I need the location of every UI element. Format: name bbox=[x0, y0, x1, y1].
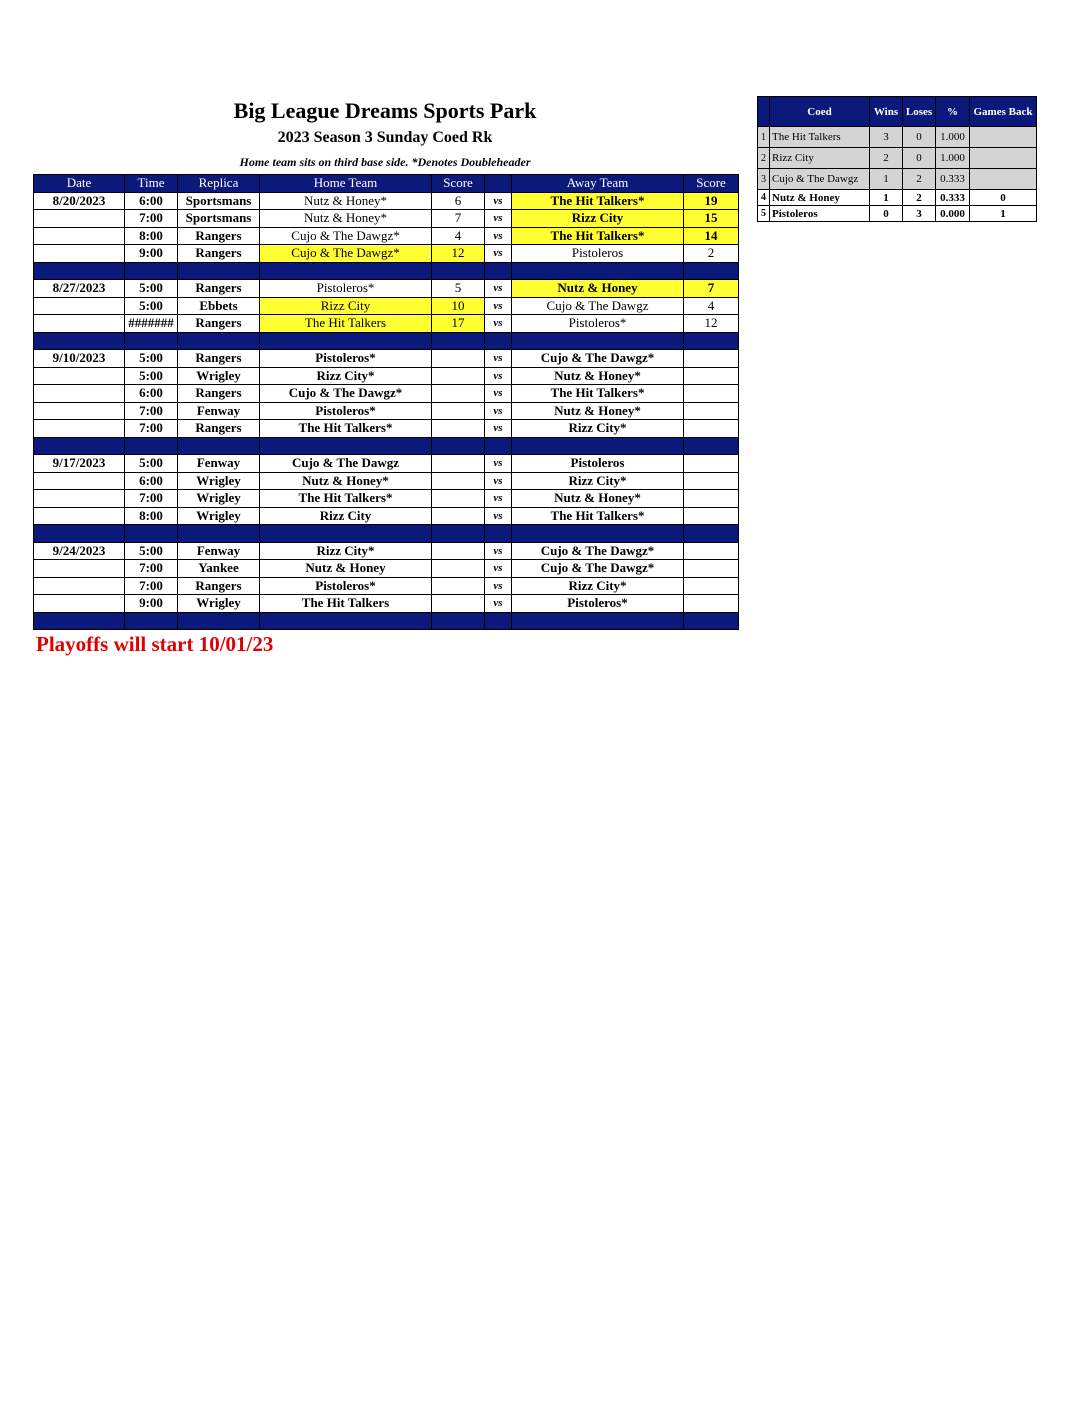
vs-label: vs bbox=[485, 227, 512, 245]
game-date bbox=[34, 402, 125, 420]
away-team: The Hit Talkers* bbox=[512, 507, 684, 525]
home-team: Nutz & Honey* bbox=[260, 192, 432, 210]
standings-team: Rizz City bbox=[770, 148, 870, 169]
away-score bbox=[684, 455, 739, 473]
game-row bbox=[34, 455, 739, 473]
separator-cell bbox=[684, 525, 739, 543]
home-score: 6 bbox=[432, 192, 485, 210]
home-score: 12 bbox=[432, 245, 485, 263]
game-row bbox=[34, 210, 739, 228]
away-score bbox=[684, 560, 739, 578]
vs-label: vs bbox=[485, 595, 512, 613]
standings-pct: 0.000 bbox=[936, 206, 970, 222]
home-team: Cujo & The Dawgz bbox=[260, 455, 432, 473]
home-score bbox=[432, 577, 485, 595]
separator-cell bbox=[178, 332, 260, 350]
standings-rank: 2 bbox=[758, 148, 770, 169]
separator-cell bbox=[260, 525, 432, 543]
game-date bbox=[34, 560, 125, 578]
game-time: 5:00 bbox=[125, 297, 178, 315]
away-score bbox=[684, 472, 739, 490]
vs-label: vs bbox=[485, 245, 512, 263]
home-team: The Hit Talkers bbox=[260, 315, 432, 333]
separator-cell bbox=[485, 332, 512, 350]
away-team: The Hit Talkers* bbox=[512, 192, 684, 210]
game-field: Fenway bbox=[178, 402, 260, 420]
game-date bbox=[34, 420, 125, 438]
game-row bbox=[34, 472, 739, 490]
home-team: Rizz City* bbox=[260, 542, 432, 560]
vs-label: vs bbox=[485, 420, 512, 438]
game-field: Rangers bbox=[178, 420, 260, 438]
game-field: Rangers bbox=[178, 280, 260, 298]
schedule-body bbox=[34, 192, 739, 630]
standings-team: The Hit Talkers bbox=[770, 127, 870, 148]
standings-row bbox=[758, 127, 1037, 148]
away-score bbox=[684, 367, 739, 385]
separator-cell bbox=[178, 262, 260, 280]
standings-wins: 3 bbox=[870, 127, 903, 148]
standings-loses: 2 bbox=[903, 169, 936, 190]
game-field: Yankee bbox=[178, 560, 260, 578]
vs-label: vs bbox=[485, 402, 512, 420]
standings-pct-header: % bbox=[936, 97, 970, 127]
home-team: Pistoleros* bbox=[260, 402, 432, 420]
away-team: Rizz City* bbox=[512, 577, 684, 595]
game-time: 9:00 bbox=[125, 245, 178, 263]
standings-rank: 4 bbox=[758, 190, 770, 206]
game-field: Wrigley bbox=[178, 367, 260, 385]
standings-games-back: 1 bbox=[970, 206, 1037, 222]
away-team: Nutz & Honey bbox=[512, 280, 684, 298]
vs-label: vs bbox=[485, 297, 512, 315]
away-score bbox=[684, 577, 739, 595]
separator-cell bbox=[512, 525, 684, 543]
home-score: 7 bbox=[432, 210, 485, 228]
away-team: Rizz City bbox=[512, 210, 684, 228]
away-team: Cujo & The Dawgz* bbox=[512, 542, 684, 560]
separator-cell bbox=[125, 262, 178, 280]
week-separator bbox=[34, 437, 739, 455]
game-date: 9/24/2023 bbox=[34, 542, 125, 560]
separator-cell bbox=[485, 525, 512, 543]
game-field: Fenway bbox=[178, 542, 260, 560]
vs-label: vs bbox=[485, 472, 512, 490]
standings-pct: 0.333 bbox=[936, 190, 970, 206]
vs-label: vs bbox=[485, 315, 512, 333]
vs-label: vs bbox=[485, 542, 512, 560]
away-score bbox=[684, 542, 739, 560]
away-score bbox=[684, 420, 739, 438]
game-date: 8/20/2023 bbox=[34, 192, 125, 210]
away-team: Nutz & Honey* bbox=[512, 402, 684, 420]
away-team: Cujo & The Dawgz* bbox=[512, 350, 684, 368]
game-row bbox=[34, 560, 739, 578]
separator-cell bbox=[178, 612, 260, 630]
vs-label: vs bbox=[485, 455, 512, 473]
away-team: Pistoleros* bbox=[512, 595, 684, 613]
away-team: Nutz & Honey* bbox=[512, 367, 684, 385]
home-team: The Hit Talkers bbox=[260, 595, 432, 613]
schedule-note: Home team sits on third base side. *Denotes Doubleheader bbox=[239, 155, 531, 169]
home-score bbox=[432, 472, 485, 490]
standings-pct: 0.333 bbox=[936, 169, 970, 190]
home-team: Rizz City* bbox=[260, 367, 432, 385]
home-score bbox=[432, 385, 485, 403]
home-score: 4 bbox=[432, 227, 485, 245]
game-time: 5:00 bbox=[125, 367, 178, 385]
game-time: 5:00 bbox=[125, 350, 178, 368]
week-separator bbox=[34, 262, 739, 280]
game-date bbox=[34, 472, 125, 490]
game-date bbox=[34, 210, 125, 228]
game-date bbox=[34, 507, 125, 525]
game-date: 9/10/2023 bbox=[34, 350, 125, 368]
separator-cell bbox=[260, 332, 432, 350]
away-score: 12 bbox=[684, 315, 739, 333]
vs-label: vs bbox=[485, 490, 512, 508]
standings-games-back bbox=[970, 127, 1037, 148]
separator-cell bbox=[432, 437, 485, 455]
game-time: 8:00 bbox=[125, 227, 178, 245]
game-field: Fenway bbox=[178, 455, 260, 473]
separator-cell bbox=[260, 612, 432, 630]
game-field: Rangers bbox=[178, 577, 260, 595]
game-time: 5:00 bbox=[125, 455, 178, 473]
game-time: 7:00 bbox=[125, 402, 178, 420]
standings-row bbox=[758, 148, 1037, 169]
week-separator bbox=[34, 612, 739, 630]
standings-team-header: Coed bbox=[770, 97, 870, 127]
game-row bbox=[34, 385, 739, 403]
separator-cell bbox=[684, 437, 739, 455]
vs-label: vs bbox=[485, 385, 512, 403]
game-time: 7:00 bbox=[125, 420, 178, 438]
standings-header-row bbox=[758, 97, 1037, 127]
home-score: 17 bbox=[432, 315, 485, 333]
standings-wins-header: Wins bbox=[870, 97, 903, 127]
home-score bbox=[432, 420, 485, 438]
game-time: 5:00 bbox=[125, 542, 178, 560]
game-row bbox=[34, 507, 739, 525]
col-home-team-header: Home Team bbox=[260, 175, 432, 193]
separator-cell bbox=[512, 612, 684, 630]
standings-rank: 5 bbox=[758, 206, 770, 222]
standings-wins: 1 bbox=[870, 169, 903, 190]
away-team: The Hit Talkers* bbox=[512, 227, 684, 245]
game-row bbox=[34, 577, 739, 595]
playoffs-notice: Playoffs will start 10/01/23 bbox=[36, 632, 274, 656]
away-team: Nutz & Honey* bbox=[512, 490, 684, 508]
standings-games-back-header: Games Back bbox=[970, 97, 1037, 127]
separator-cell bbox=[260, 437, 432, 455]
vs-label: vs bbox=[485, 192, 512, 210]
game-field: Rangers bbox=[178, 350, 260, 368]
separator-cell bbox=[512, 332, 684, 350]
separator-cell bbox=[512, 437, 684, 455]
game-date bbox=[34, 490, 125, 508]
vs-label: vs bbox=[485, 560, 512, 578]
separator-cell bbox=[34, 437, 125, 455]
standings-loses: 3 bbox=[903, 206, 936, 222]
away-team: Cujo & The Dawgz* bbox=[512, 560, 684, 578]
home-team: Pistoleros* bbox=[260, 280, 432, 298]
game-row bbox=[34, 402, 739, 420]
away-team: Cujo & The Dawgz bbox=[512, 297, 684, 315]
home-team: The Hit Talkers* bbox=[260, 420, 432, 438]
game-row bbox=[34, 595, 739, 613]
game-time: 7:00 bbox=[125, 577, 178, 595]
home-score bbox=[432, 595, 485, 613]
game-field: Ebbets bbox=[178, 297, 260, 315]
game-date bbox=[34, 315, 125, 333]
away-score: 4 bbox=[684, 297, 739, 315]
separator-cell bbox=[34, 525, 125, 543]
away-score bbox=[684, 595, 739, 613]
separator-cell bbox=[432, 525, 485, 543]
standings-pct: 1.000 bbox=[936, 127, 970, 148]
separator-cell bbox=[485, 437, 512, 455]
game-row bbox=[34, 367, 739, 385]
home-score bbox=[432, 455, 485, 473]
game-row bbox=[34, 245, 739, 263]
away-score bbox=[684, 385, 739, 403]
col-time-header: Time bbox=[125, 175, 178, 193]
separator-cell bbox=[125, 332, 178, 350]
home-score bbox=[432, 367, 485, 385]
standings-wins: 0 bbox=[870, 206, 903, 222]
game-time: 6:00 bbox=[125, 192, 178, 210]
game-time: 6:00 bbox=[125, 472, 178, 490]
separator-cell bbox=[178, 525, 260, 543]
standings-team: Nutz & Honey bbox=[770, 190, 870, 206]
game-time: 9:00 bbox=[125, 595, 178, 613]
standings-team: Cujo & The Dawgz bbox=[770, 169, 870, 190]
game-row bbox=[34, 490, 739, 508]
game-field: Rangers bbox=[178, 315, 260, 333]
col-replica-header: Replica bbox=[178, 175, 260, 193]
away-team: Pistoleros* bbox=[512, 315, 684, 333]
game-field: Sportsmans bbox=[178, 210, 260, 228]
separator-cell bbox=[684, 332, 739, 350]
game-time: 6:00 bbox=[125, 385, 178, 403]
col-home-score-header: Score bbox=[432, 175, 485, 193]
game-row bbox=[34, 350, 739, 368]
away-team: Rizz City* bbox=[512, 420, 684, 438]
game-time: ####### bbox=[125, 315, 178, 333]
game-row bbox=[34, 315, 739, 333]
col-vs-header bbox=[485, 175, 512, 193]
away-team: Rizz City* bbox=[512, 472, 684, 490]
standings-games-back bbox=[970, 148, 1037, 169]
week-separator bbox=[34, 332, 739, 350]
home-team: Nutz & Honey bbox=[260, 560, 432, 578]
game-row bbox=[34, 297, 739, 315]
home-score: 10 bbox=[432, 297, 485, 315]
standings-loses: 2 bbox=[903, 190, 936, 206]
standings-row bbox=[758, 169, 1037, 190]
away-score: 7 bbox=[684, 280, 739, 298]
home-team: Pistoleros* bbox=[260, 577, 432, 595]
home-score bbox=[432, 507, 485, 525]
vs-label: vs bbox=[485, 577, 512, 595]
col-away-team-header: Away Team bbox=[512, 175, 684, 193]
game-row bbox=[34, 227, 739, 245]
home-score bbox=[432, 542, 485, 560]
separator-cell bbox=[34, 262, 125, 280]
game-time: 7:00 bbox=[125, 560, 178, 578]
standings-rank: 1 bbox=[758, 127, 770, 148]
game-date bbox=[34, 595, 125, 613]
game-row bbox=[34, 420, 739, 438]
season-subtitle: 2023 Season 3 Sunday Coed Rk bbox=[277, 129, 493, 146]
away-score: 19 bbox=[684, 192, 739, 210]
home-score bbox=[432, 560, 485, 578]
standings-games-back: 0 bbox=[970, 190, 1037, 206]
home-team: The Hit Talkers* bbox=[260, 490, 432, 508]
game-date: 8/27/2023 bbox=[34, 280, 125, 298]
separator-cell bbox=[432, 332, 485, 350]
game-field: Wrigley bbox=[178, 472, 260, 490]
game-field: Sportsmans bbox=[178, 192, 260, 210]
standings-row bbox=[758, 206, 1037, 222]
separator-cell bbox=[512, 262, 684, 280]
home-team: Nutz & Honey* bbox=[260, 210, 432, 228]
separator-cell bbox=[125, 437, 178, 455]
home-score bbox=[432, 490, 485, 508]
separator-cell bbox=[485, 612, 512, 630]
standings-team: Pistoleros bbox=[770, 206, 870, 222]
week-separator bbox=[34, 525, 739, 543]
away-score bbox=[684, 350, 739, 368]
game-date bbox=[34, 385, 125, 403]
separator-cell bbox=[125, 525, 178, 543]
schedule-table bbox=[33, 174, 739, 630]
game-field: Rangers bbox=[178, 385, 260, 403]
standings-loses-header: Loses bbox=[903, 97, 936, 127]
away-score: 14 bbox=[684, 227, 739, 245]
separator-cell bbox=[684, 612, 739, 630]
game-date bbox=[34, 297, 125, 315]
separator-cell bbox=[485, 262, 512, 280]
standings-loses: 0 bbox=[903, 127, 936, 148]
game-row bbox=[34, 192, 739, 210]
game-row bbox=[34, 542, 739, 560]
game-field: Wrigley bbox=[178, 490, 260, 508]
game-time: 7:00 bbox=[125, 490, 178, 508]
separator-cell bbox=[260, 262, 432, 280]
separator-cell bbox=[125, 612, 178, 630]
standings-rank-header bbox=[758, 97, 770, 127]
game-time: 7:00 bbox=[125, 210, 178, 228]
away-score bbox=[684, 507, 739, 525]
away-score bbox=[684, 402, 739, 420]
away-team: Pistoleros bbox=[512, 245, 684, 263]
home-team: Rizz City bbox=[260, 297, 432, 315]
away-team: The Hit Talkers* bbox=[512, 385, 684, 403]
game-field: Wrigley bbox=[178, 507, 260, 525]
standings-wins: 1 bbox=[870, 190, 903, 206]
separator-cell bbox=[432, 262, 485, 280]
standings-row bbox=[758, 190, 1037, 206]
standings-table bbox=[757, 96, 1037, 222]
vs-label: vs bbox=[485, 350, 512, 368]
page-title: Big League Dreams Sports Park bbox=[233, 98, 537, 123]
away-score bbox=[684, 490, 739, 508]
standings-games-back bbox=[970, 169, 1037, 190]
game-date bbox=[34, 245, 125, 263]
schedule-header-row bbox=[34, 175, 739, 193]
separator-cell bbox=[178, 437, 260, 455]
game-date: 9/17/2023 bbox=[34, 455, 125, 473]
vs-label: vs bbox=[485, 210, 512, 228]
game-field: Rangers bbox=[178, 245, 260, 263]
home-team: Cujo & The Dawgz* bbox=[260, 385, 432, 403]
vs-label: vs bbox=[485, 367, 512, 385]
game-field: Rangers bbox=[178, 227, 260, 245]
game-row bbox=[34, 280, 739, 298]
game-date bbox=[34, 577, 125, 595]
separator-cell bbox=[34, 612, 125, 630]
away-team: Pistoleros bbox=[512, 455, 684, 473]
standings-body bbox=[758, 127, 1037, 222]
standings-loses: 0 bbox=[903, 148, 936, 169]
away-score: 2 bbox=[684, 245, 739, 263]
game-field: Wrigley bbox=[178, 595, 260, 613]
vs-label: vs bbox=[485, 280, 512, 298]
game-time: 5:00 bbox=[125, 280, 178, 298]
standings-rank: 3 bbox=[758, 169, 770, 190]
separator-cell bbox=[432, 612, 485, 630]
standings-pct: 1.000 bbox=[936, 148, 970, 169]
home-team: Cujo & The Dawgz* bbox=[260, 245, 432, 263]
separator-cell bbox=[34, 332, 125, 350]
vs-label: vs bbox=[485, 507, 512, 525]
away-score: 15 bbox=[684, 210, 739, 228]
home-score bbox=[432, 350, 485, 368]
game-date bbox=[34, 227, 125, 245]
game-time: 8:00 bbox=[125, 507, 178, 525]
home-score bbox=[432, 402, 485, 420]
col-date-header: Date bbox=[34, 175, 125, 193]
home-team: Pistoleros* bbox=[260, 350, 432, 368]
home-score: 5 bbox=[432, 280, 485, 298]
home-team: Rizz City bbox=[260, 507, 432, 525]
separator-cell bbox=[684, 262, 739, 280]
home-team: Nutz & Honey* bbox=[260, 472, 432, 490]
col-away-score-header: Score bbox=[684, 175, 739, 193]
standings-wins: 2 bbox=[870, 148, 903, 169]
game-date bbox=[34, 367, 125, 385]
home-team: Cujo & The Dawgz* bbox=[260, 227, 432, 245]
